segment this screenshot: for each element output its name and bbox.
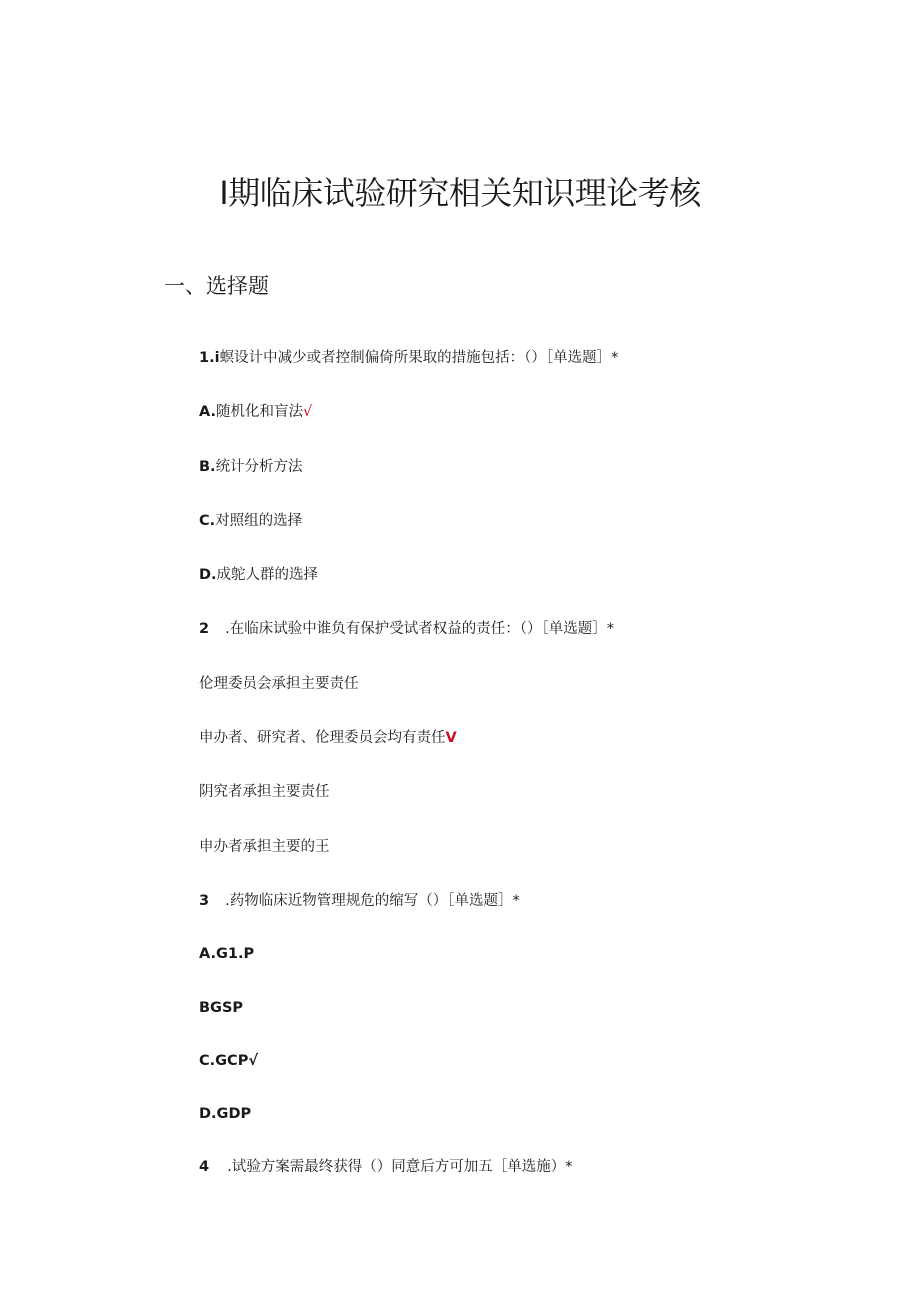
question-number: 4 [199, 1159, 210, 1175]
question-text: .试验方案需最终获得（）同意后方可加五［单选施）* [227, 1159, 573, 1175]
question-2 [199, 619, 614, 639]
option-label: C. [199, 513, 216, 529]
page-title: I期临床试验研究相关知识理论考核 [219, 174, 701, 212]
option-3d [199, 1104, 251, 1124]
option-text: 对照组的选择 [215, 513, 303, 529]
question-number: 3 [199, 893, 210, 909]
option-3a [199, 944, 254, 964]
option-label: D. [199, 567, 217, 583]
option-1a [199, 402, 312, 422]
option-text: 成鸵人群的选择 [216, 567, 319, 583]
option-label: A. [199, 404, 216, 420]
option-text: 申办者、研究者、伦理委员会均有责任 [199, 730, 446, 746]
option-text: 申办者承担主要的王 [199, 839, 330, 855]
correct-mark-icon: V [445, 730, 457, 746]
option-1c [199, 511, 302, 531]
option-1d [199, 565, 318, 585]
question-text: .在临床试验中谁负有保护受试者权益的责任：（）［单选题］* [225, 621, 614, 637]
option-3b [199, 998, 243, 1018]
option-text: D.GDP [199, 1106, 252, 1122]
section-heading: 一、选择题 [164, 274, 269, 298]
correct-mark-icon: √ [248, 1053, 258, 1069]
question-number: 1.i [199, 350, 220, 366]
option-text: A.G1.P [199, 946, 255, 962]
question-3 [199, 891, 520, 911]
question-text: 螟设计中减少或者控制偏倚所果取的措施包括：（）［单选题］* [219, 350, 619, 366]
option-2a [199, 674, 359, 694]
option-2c [199, 782, 330, 802]
option-2b [199, 728, 457, 748]
question-number: 2 [199, 621, 210, 637]
option-2d [199, 837, 330, 857]
option-text: 阴究者承担主要责任 [199, 784, 330, 800]
option-text: 伦理委员会承担主要责任 [199, 676, 359, 692]
correct-mark-icon: √ [303, 404, 313, 420]
option-3c [199, 1051, 258, 1071]
option-text: 统计分析方法 [215, 459, 303, 475]
option-text: C.GCP [199, 1053, 249, 1069]
question-text: .药物临床近物管理规危的缩写（）［单选题］* [225, 893, 520, 909]
option-label: B. [199, 459, 216, 475]
option-text: BGSP [199, 1000, 244, 1016]
question-4 [199, 1157, 572, 1177]
option-1b [199, 457, 303, 477]
option-text: 随机化和盲法 [216, 404, 303, 420]
question-1 [199, 348, 618, 368]
